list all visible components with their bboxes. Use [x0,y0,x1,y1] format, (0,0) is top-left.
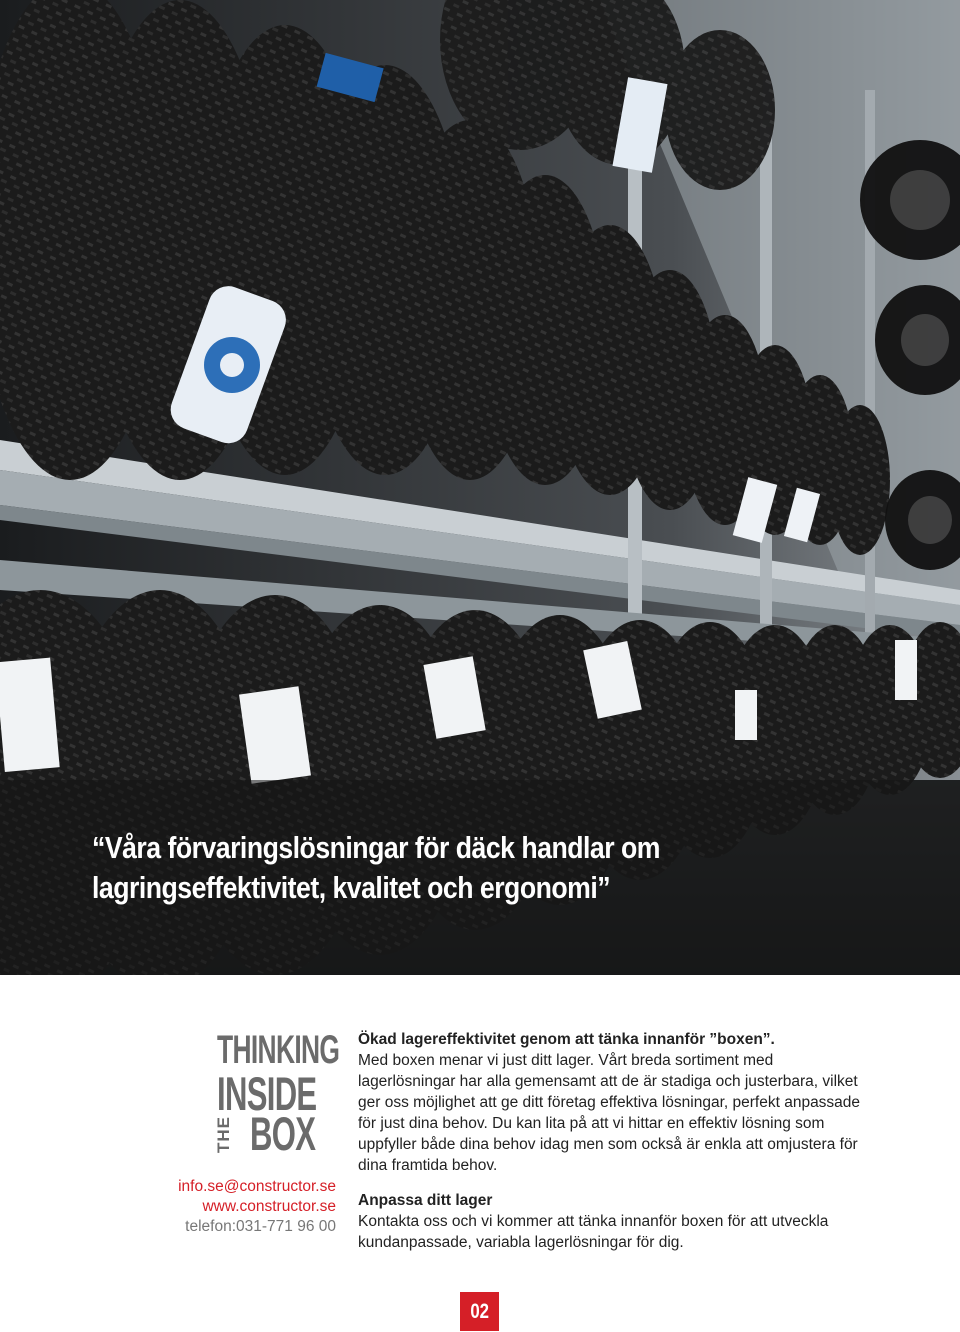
section-paragraph: Med boxen menar vi just ditt lager. Vårt breda sortiment med lagerlösningar har alla gemensamt att de är stadiga och justerbara, vilket ger oss möjlighet att ge ditt företag effektiva lösningar, perfekt anpassade för just dina behov. Du kan lita på att vi hittar en effektiv lösning som uppfyller både dina behov idag men som också är enkla att omjustera för dina framtida behov. [358,1052,861,1174]
contact-block [140,1177,336,1237]
quote-line-1: “Våra förvaringslösningar för däck handlar om [92,830,660,865]
page-number-badge [460,1292,499,1331]
logo-word-thinking: THINKING [217,1028,340,1072]
phone-number: telefon:031-771 96 00 [185,1218,336,1235]
section-heading: Ökad lagereffektivitet genom att tänka innanför ”boxen”. [358,1031,775,1048]
page-number: 02 [470,1299,489,1323]
email-link[interactable]: info.se@constructor.se [178,1178,336,1195]
section-heading: Anpassa ditt lager [358,1192,493,1209]
body-text [358,1029,873,1253]
thinking-inside-the-box-logo [210,1028,340,1160]
hero-quote [92,828,780,908]
website-link[interactable]: www.constructor.se [202,1198,336,1215]
logo-word-inside: INSIDE [217,1067,317,1120]
logo-word-the: THE [214,1116,233,1153]
section-adapt [358,1190,873,1253]
quote-line-2: lagringseffektivitet, kvalitet och ergonomi” [92,870,611,905]
logo-word-box: BOX [250,1107,316,1160]
section-paragraph: Kontakta oss och vi kommer att tänka innanför boxen för att utveckla kundanpassade, variabla lagerlösningar för dig. [358,1213,829,1251]
section-efficiency [358,1029,873,1176]
